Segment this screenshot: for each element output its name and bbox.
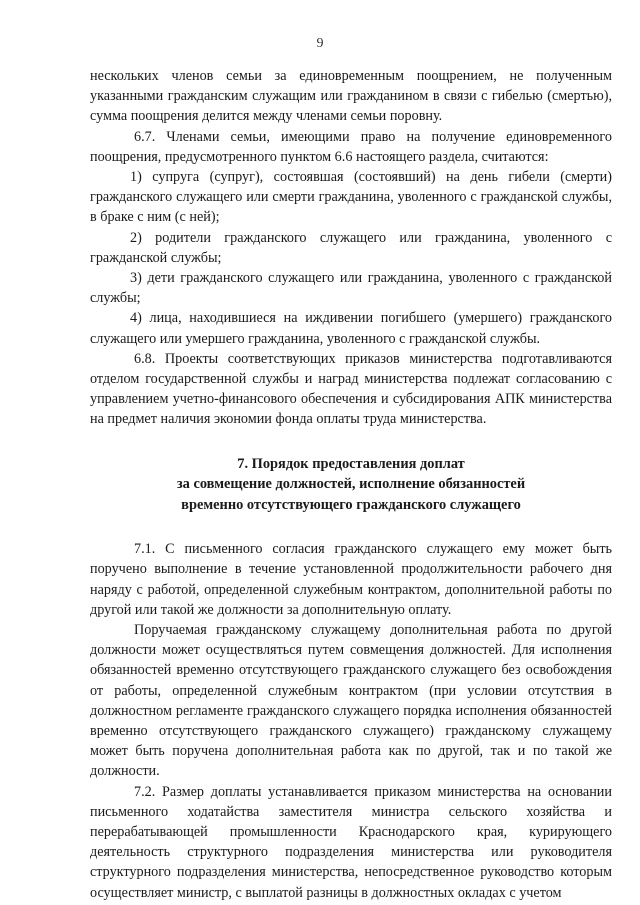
page-number: 9 bbox=[316, 36, 324, 51]
list-item-2: 2) родители гражданского служащего или гражданина, уволенного с гражданской службы; bbox=[90, 229, 612, 266]
paragraph-7-1-continued: Поручаемая гражданскому служащему дополнительная работа по другой должности может осуществляться путем совмещения должностей. Для исполнения обязанностей временно отсутствующего гражданского служащего без освобождения от работы, определенной служебным контрактом (при условии отсутствия в должностном регламенте гражданского служащего порядка исполнения обязанностей временно отсутствующего гражданского служащего) гражданскому служащему может быть поручена дополнительная работа как по другой, так и по такой же должности. bbox=[90, 621, 612, 780]
paragraph-continuation: нескольких членов семьи за единовременным поощрением, не полученным указанными гражданским служащим или гражданином в связи с гибелью (смертью), сумма поощрения делится между членами семьи поровну. bbox=[90, 68, 612, 125]
paragraph-7-1: 7.1. С письменного согласия гражданского служащего ему может быть поручено выполнение в течение установленной продолжительности рабочего дня наряду с работой, определенной служебным контрактом, дополнительной работы по другой или такой же должности за дополнительную оплату. bbox=[90, 541, 612, 618]
paragraph-6-8: 6.8. Проекты соответствующих приказов министерства подготавливаются отделом государственной службы и наград министерства подлежат согласованию с управлением учетно-финансового обеспечения и субсидирования АПК министерства на предмет наличия экономии фонда оплаты труда министерства. bbox=[90, 350, 612, 428]
section-heading bbox=[90, 454, 612, 516]
list-item-1: 1) супруга (супруг), состоявшая (состоявший) на день гибели (смерти) гражданского служащего или смерти гражданина, уволенного с гражданской службы, в браке с ним (с ней); bbox=[90, 169, 612, 226]
section-heading-line-2: за совмещение должностей, исполнение обязанностей bbox=[176, 476, 526, 493]
section-heading-line-3: временно отсутствующего гражданского служащего bbox=[181, 496, 521, 513]
list-item-4: 4) лица, находившиеся на иждивении погибшего (умершего) гражданского служащего или умершего гражданина, уволенного с гражданской службы. bbox=[90, 310, 612, 347]
paragraph-6-7: 6.7. Членами семьи, имеющими право на получение единовременного поощрения, предусмотренного пунктом 6.6 настоящего раздела, считаются: bbox=[90, 128, 612, 165]
document-body bbox=[90, 66, 612, 903]
paragraph-7-2: 7.2. Размер доплаты устанавливается приказом министерства на основании письменного ходатайства заместителя министра сельского хозяйства и перерабатывающей промышленности Краснодарского края, курирующего деятельность структурного подразделения министерства или руководителя структурного подразделения министерства, непосредственное руководство которым осуществляет министр, с выплатой разницы в должностных окладах с учетом bbox=[90, 783, 612, 901]
list-item-3: 3) дети гражданского служащего или гражданина, уволенного с гражданской службы; bbox=[90, 270, 612, 307]
section-heading-line-1: 7. Порядок предоставления доплат bbox=[237, 455, 465, 472]
